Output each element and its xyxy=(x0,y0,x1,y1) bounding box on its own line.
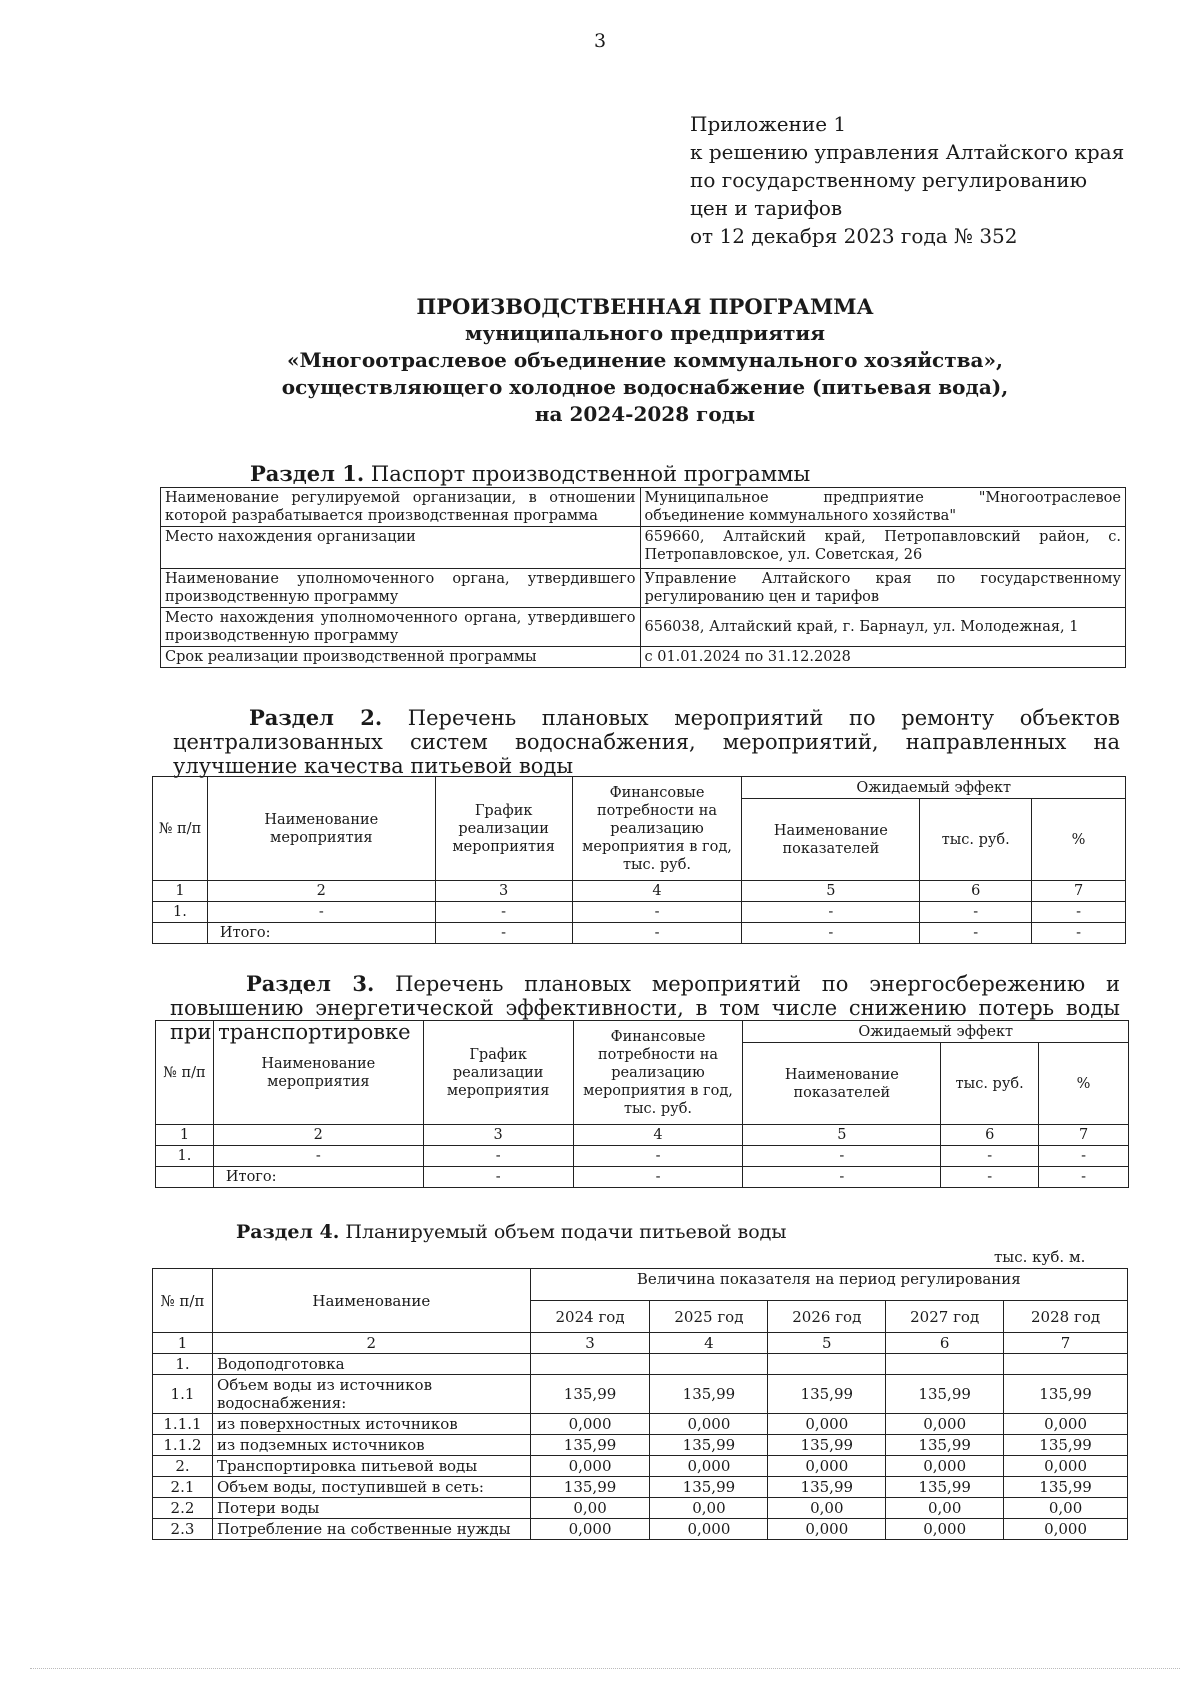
header-num: № п/п xyxy=(156,1021,214,1125)
table-row xyxy=(153,1456,1128,1477)
table-cell: - xyxy=(920,902,1032,923)
table-row xyxy=(153,1519,1128,1540)
table-cell: 0,000 xyxy=(650,1414,768,1435)
header-effect: Ожидаемый эффект xyxy=(742,777,1126,799)
table-cell: 135,99 xyxy=(1004,1375,1128,1414)
header-year: 2024 год xyxy=(530,1301,650,1333)
table-cell: 0,000 xyxy=(530,1414,650,1435)
table-cell: - xyxy=(1039,1146,1129,1167)
title-line: муниципального предприятия xyxy=(465,321,825,345)
table-row xyxy=(161,488,1126,527)
table-cell: 135,99 xyxy=(886,1435,1004,1456)
table-cell: 1. xyxy=(153,902,208,923)
table-cell: - xyxy=(1032,923,1126,944)
table-row xyxy=(156,1167,1129,1188)
page-number: 3 xyxy=(593,30,607,52)
table-cell: - xyxy=(435,923,572,944)
passport-table xyxy=(160,487,1126,668)
table-cell: 0,000 xyxy=(886,1519,1004,1540)
appendix-line: от 12 декабря 2023 года № 352 xyxy=(690,224,1018,248)
table-row xyxy=(156,1125,1129,1146)
table-cell: 0,00 xyxy=(530,1498,650,1519)
header-rub: тыс. руб. xyxy=(920,799,1032,881)
table-cell: 0,000 xyxy=(886,1414,1004,1435)
table-cell: 0,000 xyxy=(530,1456,650,1477)
table-header-row xyxy=(153,777,1126,799)
table-cell: Потери воды xyxy=(212,1498,530,1519)
table-row xyxy=(153,1354,1128,1375)
total-label: Итого: xyxy=(213,1167,423,1188)
appendix-block xyxy=(690,110,1124,250)
table-cell: Управление Алтайского края по государственному регулированию цен и тарифов xyxy=(640,569,1126,608)
table-cell: - xyxy=(920,923,1032,944)
table-cell: 1. xyxy=(156,1146,214,1167)
table-cell: 2. xyxy=(153,1456,213,1477)
table-cell: Водоподготовка xyxy=(212,1354,530,1375)
header-schedule: График реализации мероприятия xyxy=(435,777,572,881)
table-cell: 4 xyxy=(572,881,742,902)
header-name: Наименование мероприятия xyxy=(207,777,435,881)
table-cell xyxy=(650,1354,768,1375)
table-cell xyxy=(153,923,208,944)
appendix-line: цен и тарифов xyxy=(690,196,843,220)
table-cell: - xyxy=(572,923,742,944)
header-indicators: Наименование показателей xyxy=(742,799,920,881)
title-line: «Многоотраслевое объединение коммунального хозяйства», xyxy=(287,348,1003,372)
section3-table xyxy=(155,1020,1129,1188)
header-pct: % xyxy=(1032,799,1126,881)
section3-title: Перечень плановых мероприятий по энергосбережению и повышению энергетической эффективности, в том числе снижению потерь воды при транспортировке xyxy=(170,972,1120,1044)
table-cell: - xyxy=(423,1167,573,1188)
table-cell: 135,99 xyxy=(768,1375,886,1414)
table-cell: Потребление на собственные нужды xyxy=(212,1519,530,1540)
table-row xyxy=(153,1333,1128,1354)
table-cell: - xyxy=(423,1146,573,1167)
table-cell: Объем воды, поступившей в сеть: xyxy=(212,1477,530,1498)
table-cell: 135,99 xyxy=(768,1435,886,1456)
header-name: Наименование xyxy=(212,1269,530,1333)
table-cell: 4 xyxy=(573,1125,743,1146)
table-cell: 0,000 xyxy=(1004,1519,1128,1540)
table-cell: 135,99 xyxy=(1004,1435,1128,1456)
table-header-row xyxy=(156,1021,1129,1043)
section2-table xyxy=(152,776,1126,944)
table-cell: - xyxy=(743,1146,941,1167)
table-cell: 3 xyxy=(435,881,572,902)
table-cell: 135,99 xyxy=(1004,1477,1128,1498)
section4-number: Раздел 4. xyxy=(236,1221,340,1243)
table-row xyxy=(153,1414,1128,1435)
table-row xyxy=(153,1375,1128,1414)
table-header-row xyxy=(153,1269,1128,1301)
table-cell: 2.3 xyxy=(153,1519,213,1540)
section4-title: Планируемый объем подачи питьевой воды xyxy=(345,1221,787,1243)
table-cell: 135,99 xyxy=(650,1375,768,1414)
table-cell: - xyxy=(435,902,572,923)
appendix-line: Приложение 1 xyxy=(690,112,847,136)
title-line: на 2024-2028 годы xyxy=(534,402,756,426)
table-row xyxy=(153,1435,1128,1456)
table-row xyxy=(153,902,1126,923)
table-cell: - xyxy=(1039,1167,1129,1188)
appendix-line: по государственному регулированию xyxy=(690,168,1088,192)
table-cell: 5 xyxy=(742,881,920,902)
table-cell: 2.2 xyxy=(153,1498,213,1519)
table-cell: 659660, Алтайский край, Петропавловский район, с. Петропавловское, ул. Советская, 26 xyxy=(640,527,1126,569)
table-cell: 1 xyxy=(153,1333,213,1354)
table-cell: 0,00 xyxy=(1004,1498,1128,1519)
table-cell: 2 xyxy=(213,1125,423,1146)
table-cell: 0,000 xyxy=(768,1414,886,1435)
table-cell: Транспортировка питьевой воды xyxy=(212,1456,530,1477)
table-cell: 0,000 xyxy=(1004,1414,1128,1435)
table-cell xyxy=(886,1354,1004,1375)
table-cell: - xyxy=(1032,902,1126,923)
section1-heading xyxy=(250,462,810,486)
table-cell: 135,99 xyxy=(650,1435,768,1456)
table-cell: 1.1.1 xyxy=(153,1414,213,1435)
table-cell: 6 xyxy=(886,1333,1004,1354)
header-pct: % xyxy=(1039,1043,1129,1125)
section4-heading xyxy=(236,1220,787,1244)
table-cell: 1 xyxy=(153,881,208,902)
table-cell: - xyxy=(941,1167,1039,1188)
section1-title: Паспорт производственной программы xyxy=(370,462,811,486)
scan-edge-divider xyxy=(30,1668,1180,1669)
table-cell: 0,00 xyxy=(650,1498,768,1519)
table-cell: 0,00 xyxy=(768,1498,886,1519)
table-row xyxy=(161,608,1126,647)
table-cell: - xyxy=(213,1146,423,1167)
header-year: 2025 год xyxy=(650,1301,768,1333)
section3-number: Раздел 3. xyxy=(246,971,375,996)
table-cell: 7 xyxy=(1004,1333,1128,1354)
table-cell: - xyxy=(742,923,920,944)
table-cell: Наименование уполномоченного органа, утвердившего производственную программу xyxy=(161,569,641,608)
table-cell: - xyxy=(941,1146,1039,1167)
table-cell: 5 xyxy=(743,1125,941,1146)
header-effect: Ожидаемый эффект xyxy=(743,1021,1129,1043)
table-cell: 7 xyxy=(1039,1125,1129,1146)
table-cell xyxy=(156,1167,214,1188)
table-row xyxy=(153,881,1126,902)
unit-label: тыс. куб. м. xyxy=(994,1248,1086,1266)
table-cell: 135,99 xyxy=(530,1435,650,1456)
section2-number: Раздел 2. xyxy=(249,705,383,730)
table-cell: из поверхностных источников xyxy=(212,1414,530,1435)
table-cell: 3 xyxy=(423,1125,573,1146)
table-cell: - xyxy=(742,902,920,923)
table-row xyxy=(161,569,1126,608)
table-cell: 135,99 xyxy=(530,1477,650,1498)
table-cell: 0,000 xyxy=(768,1519,886,1540)
table-cell: 1. xyxy=(153,1354,213,1375)
header-year: 2027 год xyxy=(886,1301,1004,1333)
table-cell: 5 xyxy=(768,1333,886,1354)
table-cell: 0,000 xyxy=(650,1519,768,1540)
table-cell: 0,00 xyxy=(886,1498,1004,1519)
table-cell: 1 xyxy=(156,1125,214,1146)
table-cell: - xyxy=(572,902,742,923)
header-year: 2028 год xyxy=(1004,1301,1128,1333)
header-num: № п/п xyxy=(153,777,208,881)
table-cell: 0,000 xyxy=(1004,1456,1128,1477)
title-line: осуществляющего холодное водоснабжение (питьевая вода), xyxy=(281,375,1009,399)
header-period: Величина показателя на период регулирования xyxy=(530,1269,1127,1301)
table-cell: с 01.01.2024 по 31.12.2028 xyxy=(640,647,1126,668)
table-row xyxy=(153,923,1126,944)
header-schedule: График реализации мероприятия xyxy=(423,1021,573,1125)
table-cell: из подземных источников xyxy=(212,1435,530,1456)
table-cell: - xyxy=(573,1167,743,1188)
water-volume-table xyxy=(152,1268,1128,1540)
section1-number: Раздел 1. xyxy=(250,461,365,486)
table-cell: Муниципальное предприятие "Многоотраслевое объединение коммунального хозяйства" xyxy=(640,488,1126,527)
table-cell: 135,99 xyxy=(650,1477,768,1498)
table-cell xyxy=(768,1354,886,1375)
table-cell xyxy=(530,1354,650,1375)
table-cell: 2 xyxy=(212,1333,530,1354)
table-row xyxy=(153,1477,1128,1498)
section2-title: Перечень плановых мероприятий по ремонту объектов централизованных систем водоснабжения, мероприятий, направленных на улучшение качества питьевой воды xyxy=(173,706,1120,778)
table-cell: 4 xyxy=(650,1333,768,1354)
table-cell: 0,000 xyxy=(768,1456,886,1477)
table-cell: 0,000 xyxy=(650,1456,768,1477)
table-row xyxy=(153,1498,1128,1519)
header-finance: Финансовые потребности на реализацию мероприятия в год, тыс. руб. xyxy=(573,1021,743,1125)
header-name: Наименование мероприятия xyxy=(213,1021,423,1125)
appendix-line: к решению управления Алтайского края xyxy=(690,140,1125,164)
total-label: Итого: xyxy=(207,923,435,944)
table-cell: 0,000 xyxy=(886,1456,1004,1477)
table-cell: 135,99 xyxy=(886,1477,1004,1498)
table-cell: - xyxy=(207,902,435,923)
title-line: ПРОИЗВОДСТВЕННАЯ ПРОГРАММА xyxy=(416,294,874,319)
table-cell: Место нахождения уполномоченного органа, утвердившего производственную программу xyxy=(161,608,641,647)
header-indicators: Наименование показателей xyxy=(743,1043,941,1125)
table-cell: 2 xyxy=(207,881,435,902)
table-cell: 135,99 xyxy=(530,1375,650,1414)
table-cell: 3 xyxy=(530,1333,650,1354)
table-row xyxy=(156,1146,1129,1167)
table-cell: - xyxy=(743,1167,941,1188)
document-title xyxy=(0,293,1200,428)
header-finance: Финансовые потребности на реализацию мероприятия в год, тыс. руб. xyxy=(572,777,742,881)
table-row xyxy=(161,647,1126,668)
header-num: № п/п xyxy=(153,1269,213,1333)
table-cell: Срок реализации производственной программы xyxy=(161,647,641,668)
table-cell: 7 xyxy=(1032,881,1126,902)
table-cell: 2.1 xyxy=(153,1477,213,1498)
table-cell: Объем воды из источников водоснабжения: xyxy=(212,1375,530,1414)
section2-heading xyxy=(173,706,1120,778)
table-cell: 1.1 xyxy=(153,1375,213,1414)
table-cell: 6 xyxy=(920,881,1032,902)
table-cell: 1.1.2 xyxy=(153,1435,213,1456)
header-year: 2026 год xyxy=(768,1301,886,1333)
header-rub: тыс. руб. xyxy=(941,1043,1039,1125)
table-row xyxy=(161,527,1126,569)
table-cell: 0,000 xyxy=(530,1519,650,1540)
table-cell: 135,99 xyxy=(886,1375,1004,1414)
table-cell: 135,99 xyxy=(768,1477,886,1498)
table-cell: Наименование регулируемой организации, в отношении которой разрабатывается производственная программа xyxy=(161,488,641,527)
table-cell xyxy=(1004,1354,1128,1375)
table-cell: 656038, Алтайский край, г. Барнаул, ул. Молодежная, 1 xyxy=(640,608,1126,647)
table-cell: 6 xyxy=(941,1125,1039,1146)
table-cell: Место нахождения организации xyxy=(161,527,641,569)
table-cell: - xyxy=(573,1146,743,1167)
